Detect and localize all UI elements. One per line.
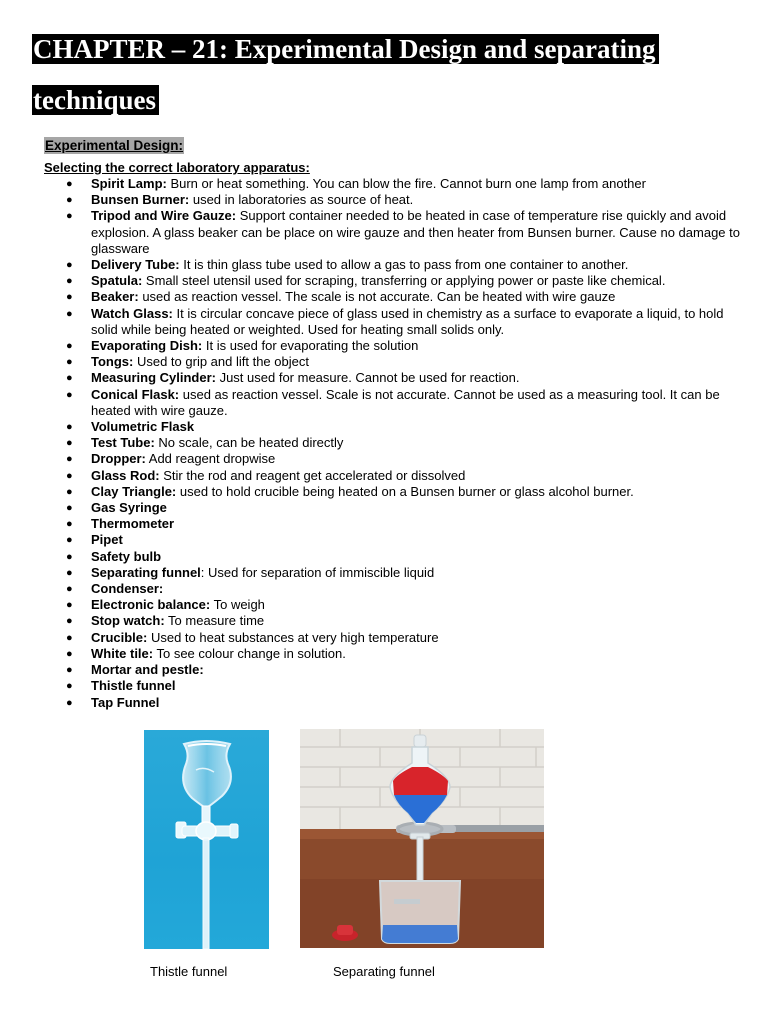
bullet-icon: ● bbox=[66, 664, 73, 677]
list-item bbox=[0, 208, 740, 257]
list-item bbox=[0, 387, 740, 419]
list-item bbox=[0, 354, 740, 370]
list-item bbox=[0, 695, 740, 711]
list-item-description: used as reaction vessel. Scale is not accurate. Cannot be used as a measuring tool. It can be heated with wire gauze. bbox=[91, 386, 720, 418]
bullet-icon: ● bbox=[66, 583, 73, 596]
list-item-description: Used to heat substances at very high temperature bbox=[147, 629, 439, 645]
bullet-icon: ● bbox=[66, 194, 73, 207]
list-item-term: Crucible: bbox=[91, 629, 148, 645]
list-item bbox=[0, 338, 740, 354]
list-item bbox=[0, 306, 740, 338]
list-item bbox=[0, 565, 740, 581]
list-item-term: Evaporating Dish: bbox=[91, 338, 203, 354]
bullet-icon: ● bbox=[66, 291, 73, 304]
list-item-term: Glass Rod: bbox=[91, 467, 160, 483]
list-item-description: Just used for measure. Cannot be used for reaction. bbox=[215, 370, 520, 386]
list-item-term: Delivery Tube: bbox=[91, 257, 180, 273]
list-item-term: Bunsen Burner: bbox=[91, 192, 190, 208]
separating-funnel-caption: Separating funnel bbox=[333, 964, 435, 979]
list-item-term: Watch Glass: bbox=[91, 305, 173, 321]
bullet-icon: ● bbox=[66, 437, 73, 450]
list-item-term: White tile: bbox=[91, 645, 154, 661]
list-item-term: Volumetric Flask bbox=[91, 419, 195, 435]
chapter-title-line-2 bbox=[32, 82, 159, 118]
list-item-term: Thermometer bbox=[91, 516, 175, 532]
list-item-description: Small steel utensil used for scraping, transferring or applying power or paste like chemical. bbox=[142, 273, 666, 289]
list-item-description: Add reagent dropwise bbox=[145, 451, 276, 467]
list-item-term: Mortar and pestle: bbox=[91, 662, 204, 678]
separating-funnel-illustration bbox=[300, 729, 544, 948]
list-item-description: It is circular concave piece of glass used in chemistry as a surface to evaporate a liquid, to hold solid while being heated or weighted. Used for heating small solids only. bbox=[91, 305, 724, 337]
thistle-funnel-caption: Thistle funnel bbox=[150, 964, 228, 979]
list-item-term: Separating funnel bbox=[91, 564, 201, 580]
list-item bbox=[0, 646, 740, 662]
list-item-description: Support container needed to be heated in case of temperature rise quickly and avoid explosion. A glass beaker can be place on wire gauze and then heater from Bunsen burner. Cause no damage to glassware bbox=[91, 208, 740, 256]
bullet-icon: ● bbox=[66, 356, 73, 369]
list-item-term: Spatula: bbox=[91, 273, 143, 289]
separating-funnel-image bbox=[300, 729, 544, 948]
bullet-icon: ● bbox=[66, 647, 73, 660]
list-item bbox=[0, 435, 740, 451]
list-item bbox=[0, 451, 740, 467]
list-item bbox=[0, 597, 740, 613]
chapter-title-text: CHAPTER – 21: Experimental Design and separating bbox=[32, 34, 659, 64]
list-item-term: Condenser: bbox=[91, 581, 164, 597]
list-item-description: used as reaction vessel. The scale is not accurate. Can be heated with wire gauze bbox=[138, 289, 616, 305]
bullet-icon: ● bbox=[66, 421, 73, 434]
chapter-title-text-continued: techniques bbox=[32, 85, 159, 115]
bullet-icon: ● bbox=[66, 696, 73, 709]
bullet-icon: ● bbox=[66, 615, 73, 628]
list-item-term: Tripod and Wire Gauze: bbox=[91, 208, 237, 224]
list-item-term: Measuring Cylinder: bbox=[91, 370, 216, 386]
list-item-description: used to hold crucible being heated on a Bunsen burner or glass alcohol burner. bbox=[176, 483, 634, 499]
list-item-term: Dropper: bbox=[91, 451, 146, 467]
list-item bbox=[0, 500, 740, 516]
list-item-description: To measure time bbox=[164, 613, 265, 629]
list-item-term: Pipet bbox=[91, 532, 123, 548]
bullet-icon: ● bbox=[66, 178, 73, 190]
list-item-description: Stir the rod and reagent get accelerated or dissolved bbox=[159, 467, 466, 483]
bullet-icon: ● bbox=[66, 502, 73, 515]
bullet-icon: ● bbox=[66, 550, 73, 563]
bullet-icon: ● bbox=[66, 631, 73, 644]
thistle-funnel-illustration bbox=[144, 730, 269, 949]
list-item-term: Clay Triangle: bbox=[91, 483, 177, 499]
list-item bbox=[0, 370, 740, 386]
bullet-icon: ● bbox=[66, 566, 73, 579]
list-item bbox=[0, 630, 740, 646]
bullet-icon: ● bbox=[66, 534, 73, 547]
bullet-icon: ● bbox=[66, 372, 73, 385]
list-item bbox=[0, 581, 740, 597]
bullet-icon: ● bbox=[66, 259, 73, 272]
list-item bbox=[0, 484, 740, 500]
thistle-funnel-image bbox=[144, 730, 269, 949]
list-item bbox=[0, 613, 740, 629]
list-item bbox=[0, 662, 740, 678]
bullet-icon: ● bbox=[66, 210, 73, 223]
bullet-icon: ● bbox=[66, 388, 73, 401]
apparatus-list bbox=[0, 176, 740, 711]
list-item-description: To see colour change in solution. bbox=[153, 645, 346, 661]
list-item bbox=[0, 549, 740, 565]
list-item bbox=[0, 192, 740, 208]
list-item-term: Spirit Lamp: bbox=[91, 176, 167, 191]
list-item bbox=[0, 289, 740, 305]
list-item bbox=[0, 532, 740, 548]
list-item-term: Tongs: bbox=[91, 354, 134, 370]
list-item-term: Thistle funnel bbox=[91, 678, 176, 694]
list-item-description: No scale, can be heated directly bbox=[154, 435, 344, 451]
list-item-description: To weigh bbox=[210, 597, 265, 613]
list-item bbox=[0, 257, 740, 273]
list-item-term: Conical Flask: bbox=[91, 386, 180, 402]
list-item-term: Tap Funnel bbox=[91, 694, 160, 710]
list-item bbox=[0, 273, 740, 289]
list-item-term: Gas Syringe bbox=[91, 500, 167, 516]
bullet-icon: ● bbox=[66, 469, 73, 482]
list-item-description: It is used for evaporating the solution bbox=[202, 338, 419, 354]
list-item-description: Used to grip and lift the object bbox=[133, 354, 309, 370]
bullet-icon: ● bbox=[66, 453, 73, 466]
list-item bbox=[0, 516, 740, 532]
bullet-icon: ● bbox=[66, 485, 73, 498]
list-item bbox=[0, 419, 740, 435]
bullet-icon: ● bbox=[66, 599, 73, 612]
list-item-term: Safety bulb bbox=[91, 548, 162, 564]
subsection-heading: Selecting the correct laboratory apparatus: bbox=[44, 160, 310, 175]
list-item-description: Burn or heat something. You can blow the fire. Cannot burn one lamp from another bbox=[166, 176, 646, 191]
list-item-term: Test Tube: bbox=[91, 435, 155, 451]
list-item-description: It is thin glass tube used to allow a gas to pass from one container to another. bbox=[179, 257, 629, 273]
list-item bbox=[0, 678, 740, 694]
bullet-icon: ● bbox=[66, 307, 73, 320]
bullet-icon: ● bbox=[66, 518, 73, 531]
list-item-term: Beaker: bbox=[91, 289, 139, 305]
chapter-title-line-1 bbox=[32, 31, 659, 67]
list-item-term: Electronic balance: bbox=[91, 597, 211, 613]
section-heading: Experimental Design: bbox=[45, 138, 184, 153]
list-item-description: : Used for separation of immiscible liquid bbox=[200, 564, 435, 580]
bullet-icon: ● bbox=[66, 275, 73, 288]
list-item bbox=[0, 176, 740, 192]
list-item-term: Stop watch: bbox=[91, 613, 165, 629]
bullet-icon: ● bbox=[66, 680, 73, 693]
list-item bbox=[0, 468, 740, 484]
list-item-description: used in laboratories as source of heat. bbox=[189, 192, 414, 208]
bullet-icon: ● bbox=[66, 340, 73, 353]
